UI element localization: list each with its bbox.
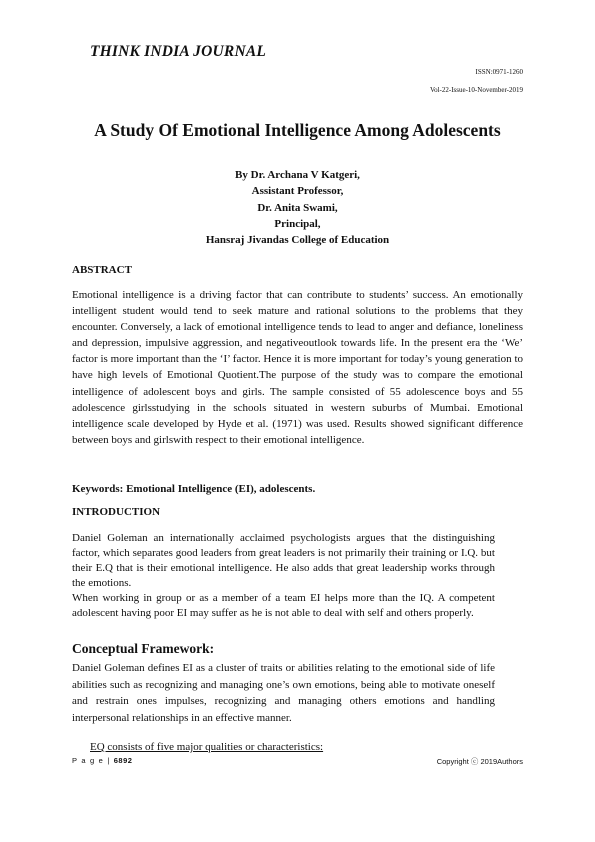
page-label: P a g e | [72,756,111,765]
conceptual-framework-heading: Conceptual Framework: [72,641,215,656]
journal-name: THINK INDIA JOURNAL [90,43,267,60]
page-footer [72,756,132,765]
introduction-heading: INTRODUCTION [72,506,161,518]
page-number: 6892 [113,756,133,765]
author-line: Assistant Professor, [251,185,344,198]
introduction-paragraph: When working in group or as a member of a team EI helps more than the IQ. A competent adolescent having poor EI may suffer as he is not able to deal with self and others properly. [72,592,495,620]
issn: ISSN:0971-1260 [475,68,523,76]
author-line: Dr. Anita Swami, [257,201,338,214]
abstract-heading: ABSTRACT [72,264,132,276]
introduction-body [72,531,495,622]
paper-title: A Study Of Emotional Intelligence Among Adolescents [94,120,501,140]
author-line: Principal, [274,217,321,230]
eq-qualities-line: EQ consists of five major qualities or characteristics: [90,741,324,753]
conceptual-framework-text: Daniel Goleman defines EI as a cluster of traits or abilities relating to the emotional side of life abilities such as recognizing and managing one’s own emotions, being able to motivate oneself and restrain ones impulses, recognizing and managing others emotions and handling interpersonal relationships in an effective manner. [72,662,495,724]
abstract-text: Emotional intelligence is a driving factor that can contribute to students’ success. An emotionally intelligent student would tend to seek mature and rational solutions to the problems that they encounter. Conversely, a lack of emotional intelligence tends to lead to anger and defiance, loneliness and depression, impulsive aggression, and negativeoutlook towards life. In the present era the ‘We’ factor is more important than the ‘I’ factor. Hence it is more important for today’s young generation to have high levels of Emotional Quotient.The purpose of the study was to compare the emotional intelligence of adolescent boys and girls. The sample consisted of 55 adolescence boys and 55 adolescence girlsstudying in the schools situated in western suburbs of Mumbai. Emotional intelligence scale developed by Hyde et al. (1971) was used. Results showed significant difference between boys and girlswith respect to their emotional intelligence. [72,289,523,446]
author-line: By Dr. Archana V Katgeri, [235,169,360,181]
volume-issue: Vol-22-Issue-10-November-2019 [429,86,523,94]
keywords: Keywords: Emotional Intelligence (EI), adolescents. [72,483,316,495]
author-block [0,167,595,248]
introduction-paragraph: Daniel Goleman an internationally acclaimed psychologists argues that the distinguishing factor, which separates good leaders from great leaders is not primarily their training or I.Q. but their E.Q that is their emotional intelligence. He also adds that great leadership works through the emotions. [72,532,495,590]
author-line: Hansraj Jivandas College of Education [205,234,390,247]
copyright-notice: Copyright ⓒ 2019Authors [436,757,523,766]
